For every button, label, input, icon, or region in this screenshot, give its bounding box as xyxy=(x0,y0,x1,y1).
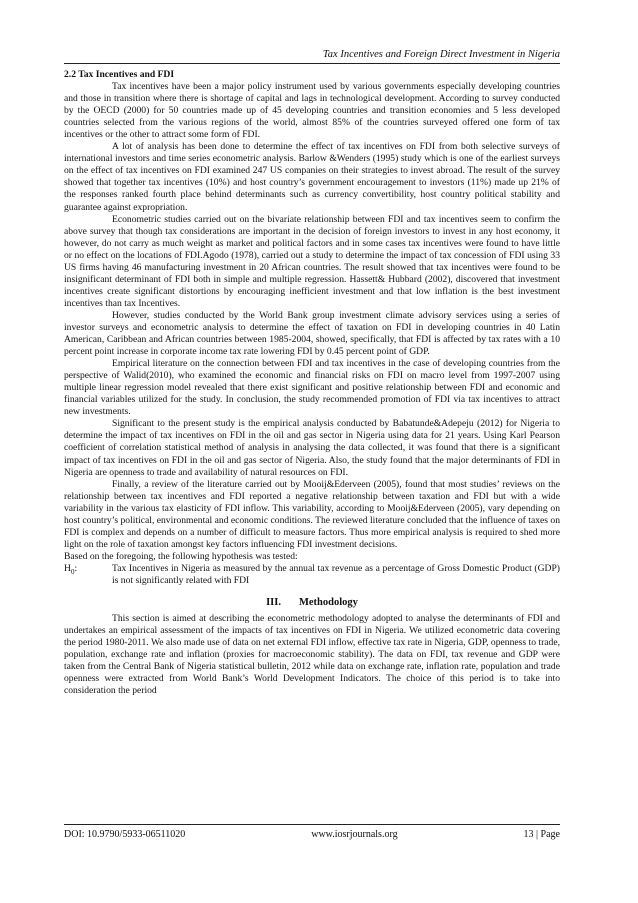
paragraph-1: Tax incentives have been a major policy instrument used by various governments especially developing countries and those in transition where there is shortage of capital and lags in technological development. According to survey conducted by the OECD (2000) for 50 countries made up of 45 developing countries and transition economies and 5 less developed countries selected from the various regions of the world, almost 85% of the countries surveyed offered one form of tax incentives or the other to attract some form of FDI. xyxy=(64,81,560,141)
footer-doi: DOI: 10.9790/5933-06511020 xyxy=(64,829,186,840)
footer-page: 13 | Page xyxy=(523,829,560,840)
paragraph-3: Econometric studies carried out on the bivariate relationship between FDI and tax incentives seem to confirm the above survey that though tax considerations are important in the decision of foreign investors to invest in any host economy, it however, do not carry as much weight as market and political factors and in some cases tax incentives were found to have little or no effect on the locations of FDI.Agodo (1978), carried out a study to determine the impact of tax concession of FDI using 33 US firms having 46 manufacturing investment in 20 African countries. The result showed that tax incentives were found to be insignificant determinant of FDI both in simple and multiple regression. Hassett& Hubbard (2002), discovered that investment incentives create significant distortions by encouraging inefficient investment and that low inflation is the best investment incentives than tax Incentives. xyxy=(64,213,560,309)
running-header: Tax Incentives and Foreign Direct Investment in Nigeria xyxy=(322,49,560,60)
methodology-title: Methodology xyxy=(298,597,358,609)
footer-url: www.iosrjournals.org xyxy=(311,829,398,840)
hypothesis-label-main: H xyxy=(64,562,71,574)
hypothesis-label-colon: : xyxy=(74,562,78,574)
hypothesis-label-sub: 0 xyxy=(70,567,75,576)
section-heading: 2.2 Tax Incentives and FDI xyxy=(64,69,175,80)
page-body xyxy=(64,69,560,697)
header-rule xyxy=(64,63,560,64)
hypothesis-text: Tax Incentives in Nigeria as measured by the annual tax revenue as a percentage of Gross Domestic Product (GDP) is not significantly related with FDI xyxy=(112,562,560,586)
hypothesis xyxy=(64,563,560,587)
hypothesis-label xyxy=(64,563,112,587)
paragraph-2: A lot of analysis has been done to determine the effect of tax incentives on FDI from both selective surveys of international investors and time series econometric analysis. Barlow &Wenders (1995) study which is one of the earliest surveys on the effect of tax incentives on FDI examined 247 US companies on their strategies to invest abroad. The result of the survey showed that together tax incentives (10%) and host country’s government encouragement to investors (11%) made up 21% of the responses ranked fourth place behind determinants such as currency convertibility, host country political stability and guarantee against expropriation. xyxy=(64,141,560,213)
hypothesis-intro: Based on the foregoing, the following hypothesis was tested: xyxy=(64,550,298,562)
paragraph-4: However, studies conducted by the World Bank group investment climate advisory services using a series of investor surveys and econometric analysis to determine the effect of taxation on FDI in developing countries in 40 Latin American, Caribbean and African countries between 1985-2004, showed, specifically, that FDI is affected by tax rates with a 10 percent point increase in corporate income tax rate lowering FDI by 0.45 percent point of GDP. xyxy=(64,309,560,358)
page-footer xyxy=(64,829,560,840)
methodology-number: III. xyxy=(266,597,281,609)
paragraph-7: Finally, a review of the literature carried out by Mooij&Ederveen (2005), found that most studies’ reviews on the relationship between tax incentives and FDI reported a negative relationship between taxation and FDI but with a wide variability in the various tax elasticity of FDI inflow. This variability, according to Mooij&Ederveen (2005), vary depending on host country’s political, environmental and economic conditions. The reviewed literature concluded that the influence of taxes on FDI is complex and depends on a number of difficult to measure factors. Thus more empirical analysis is required to shed more light on the role of taxation amongst key factors influencing FDI investment decisions. xyxy=(64,478,560,550)
methodology-heading xyxy=(64,597,560,609)
paragraph-6: Significant to the present study is the empirical analysis conducted by Babatunde&Adepeju (2012) for Nigeria to determine the impact of tax incentives on FDI in the oil and gas sector in Nigeria using data for 21 years. Using Karl Pearson coefficient of correlation statistical method of analysis in analysing the data collected, it was found that there is a significant impact of tax incentives on FDI in the oil and gas sector of Nigeria. Also, the study found that the major determinants of FDI in Nigeria are openness to trade and availability of natural resources on FDI. xyxy=(64,418,560,478)
paragraph-5: Empirical literature on the connection between FDI and tax incentives in the case of developing countries from the perspective of Walid(2010), who examined the economic and financial risks on FDI on macro level from 1997-2007 using multiple linear regression model revealed that there exist significant and positive relationship between FDI and economic and financial variables utilized for the study. In conclusion, the study recommended promotion of FDI via tax incentives to attract new investments. xyxy=(64,358,560,418)
footer-rule xyxy=(64,824,560,825)
methodology-paragraph: This section is aimed at describing the econometric methodology adopted to analyse the determinants of FDI and undertakes an empirical assessment of the impacts of tax incentives on FDI in Nigeria. We utilized econometric data covering the period 1980-2011. We also made use of data on net external FDI inflow, effective tax rate in Nigeria, GDP, openness to trade, population, exchange rate and inflation (proxies for macroeconomic stability). The data on FDI, tax revenue and GDP were taken from the Central Bank of Nigeria statistical bulletin, 2012 while data on exchange rate, inflation rate, population and trade openness were extracted from World Bank’s World Development Indicators. The choice of this period is to take into consideration the period xyxy=(64,613,560,697)
